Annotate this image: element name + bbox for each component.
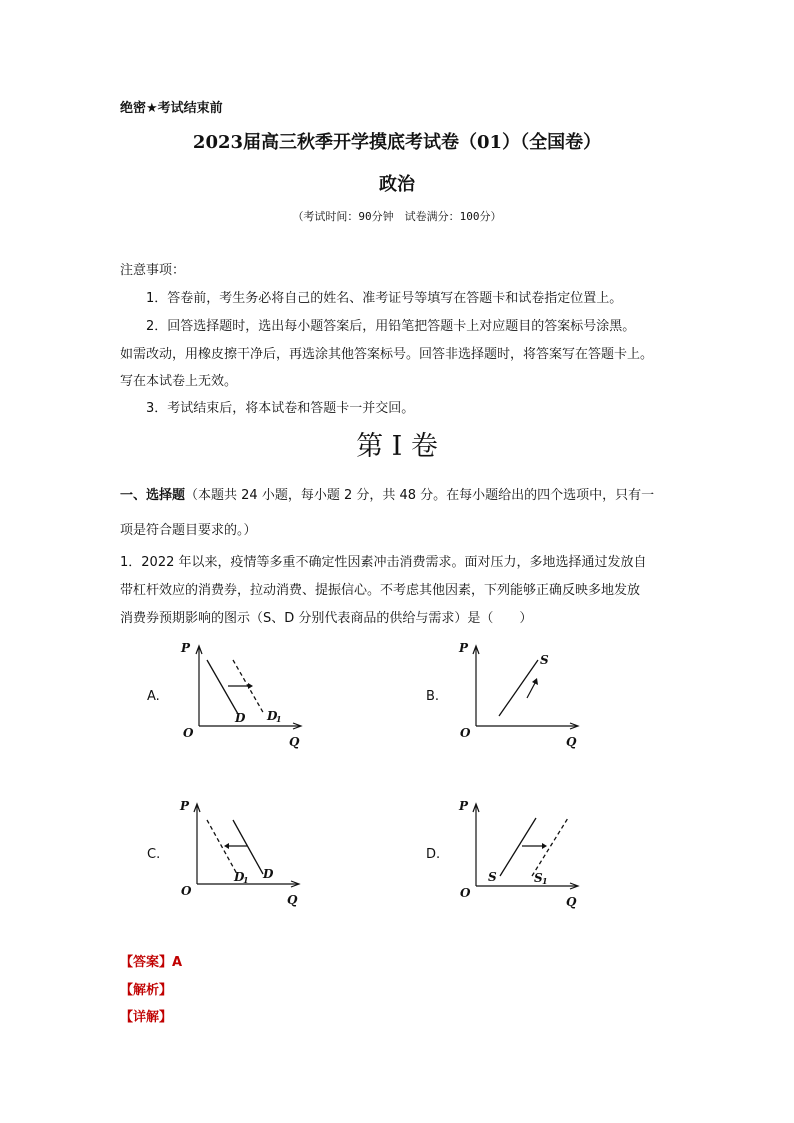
question-1-line-2: 带杠杆效应的消费券，拉动消费、提振信心。不考虑其他因素，下列能够正确反映多地发放 [120, 583, 641, 598]
graph-a-label-o: O [183, 726, 194, 740]
graph-b-label-s: S [540, 653, 549, 667]
graph-d-supply-curve-s [500, 818, 536, 876]
section-label: 一、选择题 [120, 488, 186, 503]
analysis-label: 【解析】 [120, 983, 173, 998]
graph-b-label-q: Q [566, 735, 577, 749]
graph-d-label-p: P [459, 799, 469, 813]
graph-a-label-d1-sub: 1 [276, 714, 282, 724]
graph-a-demand-curve-d [207, 660, 238, 714]
graph-b-shift-arrow [527, 683, 535, 698]
graph-d-shift-arrowhead [542, 843, 547, 849]
graph-b-label-o: O [460, 726, 471, 740]
notes-heading: 注意事项： [120, 263, 186, 278]
note-item-2-line-2: 如需改动，用橡皮擦干净后，再选涂其他答案标号。回答非选择题时，将答案写在答题卡上。 [120, 347, 654, 362]
graph-option-b [454, 640, 589, 752]
option-d-label: D. [426, 847, 441, 862]
section-header [120, 484, 654, 503]
section-desc-line-2: 项是符合题目要求的。） [120, 523, 257, 538]
graph-d-label-q: Q [566, 895, 577, 909]
graph-c-label-d1-sub: 1 [243, 875, 249, 885]
exam-time-info: （考试时间：90分钟 试卷满分：100分） [292, 210, 502, 223]
graph-a-shift-arrowhead [248, 683, 253, 689]
graph-a-label-p: P [181, 641, 191, 655]
graph-option-c [175, 798, 310, 910]
option-b-label: B. [426, 689, 440, 704]
answer-line [120, 951, 182, 970]
graph-d-label-s: S [488, 870, 497, 884]
graph-b-label-p: P [459, 641, 469, 655]
graph-c-shift-arrowhead [224, 843, 229, 849]
graph-a-label-q: Q [289, 735, 300, 749]
note-item-1: 1．答卷前，考生务必将自己的姓名、准考证号等填写在答题卡和试卷指定位置上。 [146, 291, 623, 306]
graph-c-label-q: Q [287, 893, 298, 907]
detail-label: 【详解】 [120, 1010, 173, 1025]
volume-title: 第 I 卷 [356, 431, 438, 462]
secret-mark: 绝密★考试结束前 [120, 101, 223, 116]
question-1-line-1: 1．2022 年以来，疫情等多重不确定性因素冲击消费需求。面对压力，多地选择通过发放自 [120, 555, 647, 570]
answer-label: 【答案】 [120, 955, 173, 970]
graph-option-a [175, 640, 310, 752]
graph-c-demand-curve-d [233, 820, 263, 874]
graph-a-label-d1: D [267, 709, 278, 723]
answer-value: A [172, 955, 183, 970]
graph-a-label-d: D [235, 711, 246, 725]
note-item-2-line-1: 2．回答选择题时，选出每小题答案后，用铅笔把答题卡上对应题目的答案标号涂黑。 [146, 319, 636, 334]
graph-d-label-s1-sub: 1 [542, 876, 548, 886]
exam-title: 2023届高三秋季开学摸底考试卷（01）（全国卷） [192, 132, 602, 153]
note-item-2-line-3: 写在本试卷上无效。 [120, 374, 238, 389]
section-desc-line-1: （本题共 24 小题，每小题 2 分，共 48 分。在每小题给出的四个选项中，只有一 [185, 488, 655, 503]
graph-c-label-d: D [263, 867, 274, 881]
graph-d-supply-curve-s1 [532, 818, 568, 876]
question-1-line-3: 消费券预期影响的图示（S、D 分别代表商品的供给与需求）是（ ） [120, 611, 533, 626]
graph-d-label-o: O [460, 886, 471, 900]
option-c-label: C. [147, 847, 161, 862]
graph-d-label-s1: S [534, 871, 543, 885]
graph-option-d [454, 798, 589, 910]
exam-subject: 政治 [379, 174, 415, 195]
option-a-label: A. [147, 689, 160, 704]
graph-c-label-p: P [180, 799, 190, 813]
graph-c-demand-curve-d1 [207, 820, 237, 874]
graph-c-label-d1: D [234, 870, 245, 884]
graph-c-label-o: O [181, 884, 192, 898]
note-item-3: 3．考试结束后，将本试卷和答题卡一并交回。 [146, 401, 415, 416]
